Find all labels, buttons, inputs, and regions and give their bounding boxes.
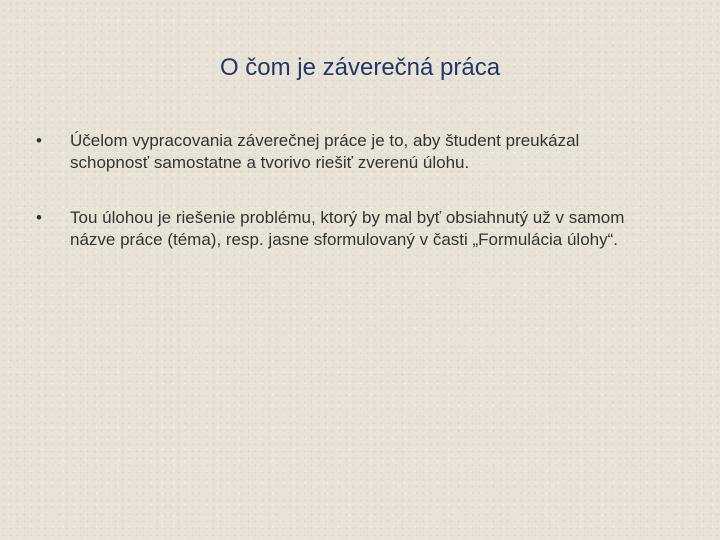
bullet-list xyxy=(36,130,636,284)
slide-title: O čom je záverečná práca xyxy=(219,54,501,81)
bullet-text: Účelom vypracovania záverečnej práce je to, aby študent preukázal schopnosť samostatne a tvorivo riešiť zverenú úlohu. xyxy=(70,131,580,172)
bullet-text: Tou úlohou je riešenie problému, ktorý by mal byť obsiahnutý už v samom názve práce (téma), resp. jasne sformulovaný v časti „Formulácia úlohy“. xyxy=(70,208,625,249)
bullet-item xyxy=(36,207,636,251)
bullet-item xyxy=(36,130,636,174)
bullet-marker: • xyxy=(36,208,42,227)
bullet-marker: • xyxy=(36,131,42,150)
